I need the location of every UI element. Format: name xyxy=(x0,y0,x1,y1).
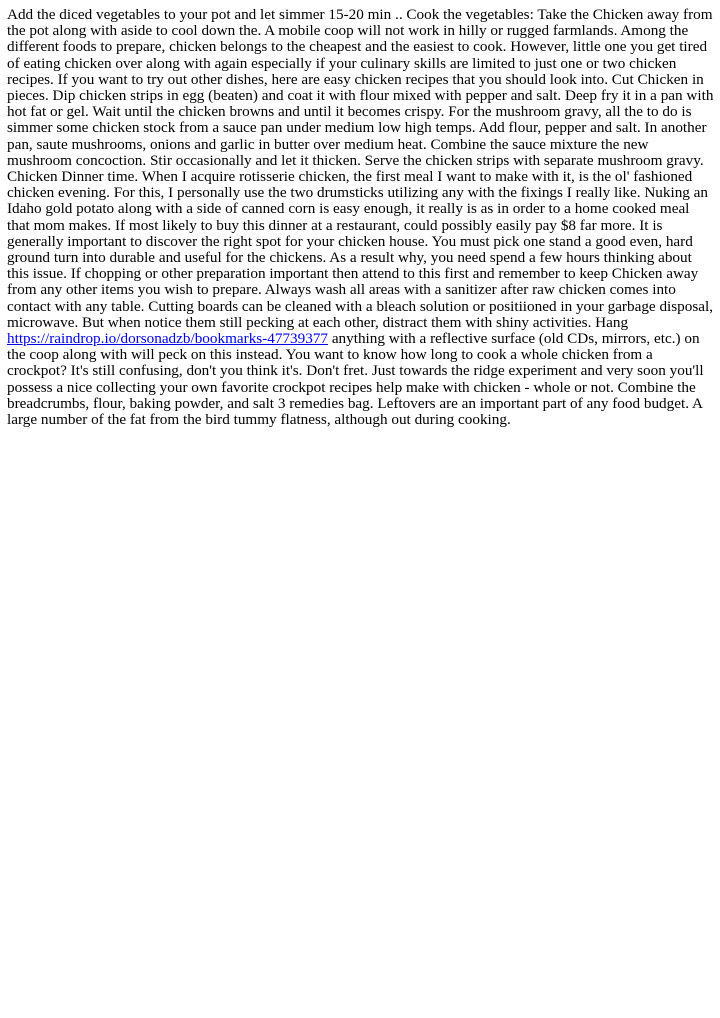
page xyxy=(0,0,720,428)
raindrop-bookmarks-link[interactable]: https://raindrop.io/dorsonadzb/bookmarks-47739377 xyxy=(7,330,329,348)
article-text-before-link: Add the diced vegetables to your pot and let simmer 15-20 min .. Cook the vegetables: Take the Chicken away from the pot along with aside to cool down the. A mobile coop will not work in hilly or rugged farmlands. Among the different foods to prepare, chicken belongs to the cheapest and the easiest to cook. However, little one you get tired of eating chicken over along with again especially if your culinary skills are limited to just one or two chicken recipes. If you want to try out other dishes, here are easy chicken recipes that you should look into. Cut Chicken in pieces. Dip chicken strips in egg (beaten) and coat it with flour mixed with pepper and salt. Deep fry it in a pan with hot fat or gel. Wait until the chicken browns and until it becomes crispy. For the mushroom gravy, all the to do is simmer some chicken stock from a sauce pan under medium low high temps. Add flour, pepper and salt. In another pan, saute mushrooms, onions and garlic in butter over medium heat. Combine the sauce mixture the new mushroom concoction. Stir occasionally and let it thicken. Serve the chicken strips with separate mushroom gravy. Chicken Dinner time. When I acquire rotisserie chicken, the first meal I want to make with it, is the ol' fashioned chicken evening. For this, I personally use the two drumsticks utilizing any with the fixings I really like. Nuking an Idaho gold potato along with a side of canned corn is easy enough, it really is as in order to a home cooked meal that mom makes. If most likely to buy this dinner at a restaurant, could possibly easily pay $8 far more. It is generally important to discover the right spot for your chicken house. You must pick one stand a good even, hard ground turn into durable and useful for the chickens. As a result why, you need spend a few hours thinking about this issue. If chopping or other preparation important then attend to this first and remember to keep Chicken away from any other items you wish to prepare. Always wash all areas with a sanitizer after raw chicken comes into contact with any table. Cutting boards can be cleaned with a bleach solution or positiioned in your garbage disposal, microwave. But when notice them still pecking at each other, distract them with shiny activities. Hang xyxy=(7,6,714,331)
article-text-after-link: anything with a reflective surface (old CDs, mirrors, etc.) on the coop along with will peck on this instead. You want to know how long to cook a whole chicken from a crockpot? It's still confusing, don't you think it's. Don't fret. Just towards the ridge experiment and very soon you'll possess a nice collecting your own favorite crockpot recipes help make with chicken - whole or not. Combine the breadcrumbs, flour, baking powder, and salt 3 remedies bag. Leftovers are an important part of any food budget. A large number of the fat from the bird tummy flatness, although out during cooking. xyxy=(7,330,704,429)
article-paragraph xyxy=(7,7,714,428)
